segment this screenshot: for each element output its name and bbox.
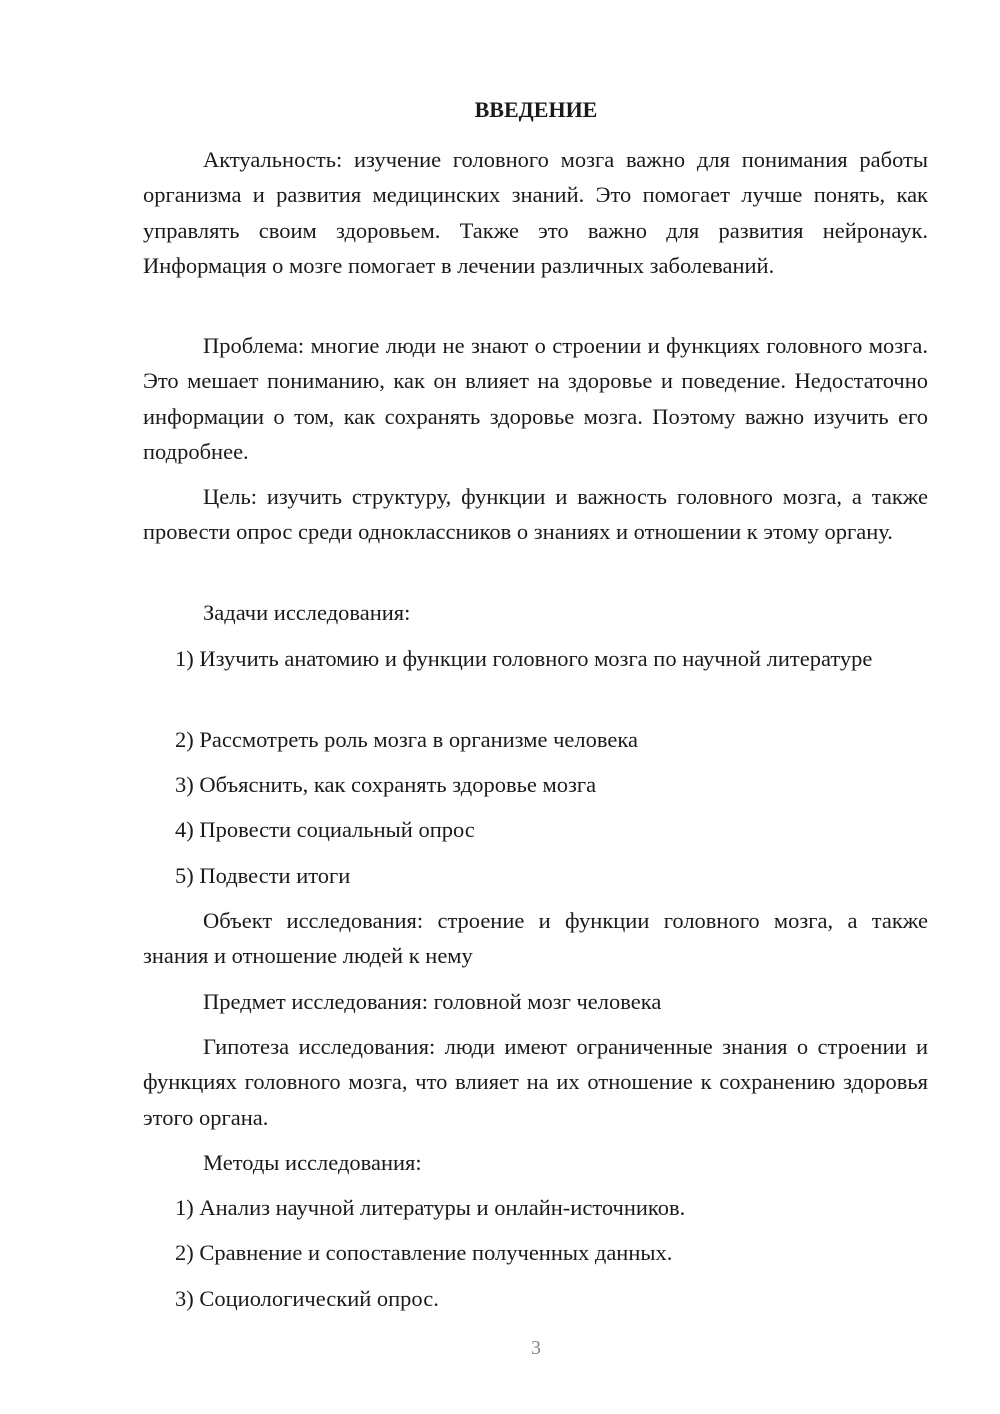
- tasks-heading: Задачи исследования:: [203, 600, 411, 625]
- page-title: ВВЕДЕНИЕ: [474, 97, 598, 122]
- subject-paragraph: Предмет исследования: головной мозг человека: [203, 989, 662, 1014]
- task-item-5: 5) Подвести итоги: [175, 863, 351, 888]
- task-item-4: 4) Провести социальный опрос: [175, 817, 475, 842]
- object-paragraph: Объект исследования: строение и функции головного мозга, а также знания и отношение людей к нему: [143, 908, 928, 969]
- method-item-3: 3) Социологический опрос.: [175, 1286, 439, 1311]
- task-item-3: 3) Объяснить, как сохранять здоровье мозга: [175, 772, 597, 797]
- methods-heading: Методы исследования:: [203, 1150, 422, 1175]
- relevance-paragraph: Актуальность: изучение головного мозга важно для понимания работы организма и развития медицинских знаний. Это помогает лучше понять, как управлять своим здоровьем. Также это важно для развития нейронаук. Информация о мозге помогает в лечении различных заболеваний.: [143, 147, 928, 279]
- hypothesis-paragraph: Гипотеза исследования: люди имеют ограниченные знания о строении и функциях головного мозга, что влияет на их отношение к сохранению здоровья этого органа.: [143, 1034, 928, 1130]
- problem-paragraph: Проблема: многие люди не знают о строении и функциях головного мозга. Это мешает пониманию, как он влияет на здоровье и поведение. Недостаточно информации о том, как сохранять здоровье мозга. Поэтому важно изучить его подробнее.: [143, 333, 928, 465]
- page-number: 3: [531, 1337, 541, 1359]
- method-item-2: 2) Сравнение и сопоставление полученных данных.: [175, 1240, 673, 1265]
- goal-paragraph: Цель: изучить структуру, функции и важность головного мозга, а также провести опрос среди одноклассников о знаниях и отношении к этому органу.: [143, 484, 928, 545]
- task-item-1: 1) Изучить анатомию и функции головного мозга по научной литературе: [175, 646, 873, 671]
- method-item-1: 1) Анализ научной литературы и онлайн-источников.: [175, 1195, 686, 1220]
- task-item-2: 2) Рассмотреть роль мозга в организме человека: [175, 727, 638, 752]
